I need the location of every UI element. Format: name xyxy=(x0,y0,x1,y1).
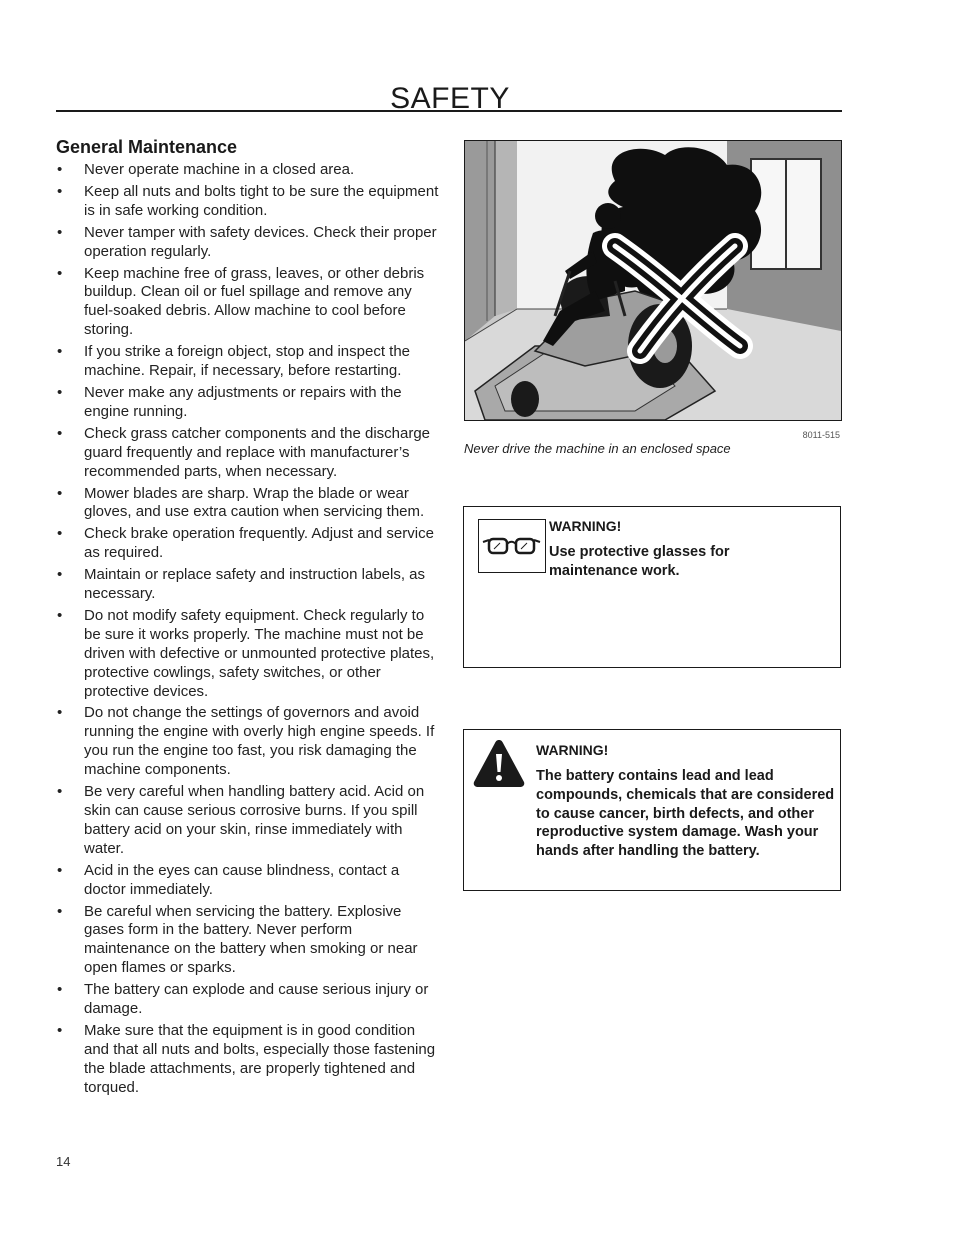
list-item: • Do not modify safety equipment. Check regularly to be sure it works properly. The machine must not be driven with defective or unmounted protective plates, protective cowlings, safety switches, or other protective devices. xyxy=(57,606,435,700)
list-item-text: Do not change the settings of governors and avoid running the engine with overly high engine speeds. If you run the engine too fast, you risk damaging the machine components. xyxy=(84,704,435,779)
list-item-text: Never operate machine in a closed area. xyxy=(84,161,355,178)
list-item: • Mower blades are sharp. Wrap the blade or wear gloves, and use extra caution when servicing them. xyxy=(57,484,425,521)
list-item-text: Check grass catcher components and the discharge guard frequently and replace with manufacturer’s recommended parts, when necessary. xyxy=(84,424,431,480)
list-item-text: Do not modify safety equipment. Check regularly to be sure it works properly. The machine must not be driven with defective or unmounted protective plates, protective cowlings, safety switches, or other protective devices. xyxy=(84,606,435,700)
list-item: • Never tamper with safety devices. Check their proper operation regularly. xyxy=(57,223,437,260)
list-item: • Keep all nuts and bolts tight to be sure the equipment is in safe working condition. xyxy=(57,182,439,219)
list-item-text: Acid in the eyes can cause blindness, contact a doctor immediately. xyxy=(84,861,400,898)
list-item: • Check brake operation frequently. Adjust and service as required. xyxy=(57,525,434,562)
page-title: SAFETY xyxy=(390,82,510,116)
figure-code: 8011-515 xyxy=(802,430,840,440)
list-item-text: Never make any adjustments or repairs with the engine running. xyxy=(84,383,402,420)
list-item-text: Keep all nuts and bolts tight to be sure the equipment is in safe working condition. xyxy=(84,182,439,219)
illustration-enclosed-space xyxy=(464,140,842,421)
list-item: • Be very careful when handling battery acid. Acid on skin can cause serious corrosive burns. If you spill battery acid on your skin, rinse immediately with water. xyxy=(57,783,425,857)
warning-text: Use protective glasses for maintenance work. xyxy=(549,544,730,579)
safety-glasses-icon xyxy=(478,519,546,573)
list-item: • Be careful when servicing the battery. Explosive gases form in the battery. Never perform maintenance on the battery when smoking or near open flames or sparks. xyxy=(57,902,418,977)
list-item-text: Mower blades are sharp. Wrap the blade or wear gloves, and use extra caution when servicing them. xyxy=(84,484,425,521)
list-item: • Check grass catcher components and the discharge guard frequently and replace with manufacturer’s recommended parts, when necessary. xyxy=(57,424,431,480)
warning-text: The battery contains lead and lead compounds, chemicals that are considered to cause cancer, birth defects, and other reproductive system damage. Wash your hands after handling the battery. xyxy=(536,768,835,860)
list-item-text: Make sure that the equipment is in good condition and that all nuts and bolts, especially those fastening the blade attachments, are properly tightened and torqued. xyxy=(84,1021,436,1096)
list-item: • Make sure that the equipment is in good condition and that all nuts and bolts, especially those fastening the blade attachments, are properly tightened and torqued. xyxy=(57,1021,436,1096)
list-item-text: Maintain or replace safety and instruction labels, as necessary. xyxy=(84,566,426,603)
list-item-text: The battery can explode and cause serious injury or damage. xyxy=(84,981,429,1018)
maintenance-list xyxy=(56,161,440,1101)
list-item-text: If you strike a foreign object, stop and inspect the machine. Repair, if necessary, before restarting. xyxy=(84,343,411,380)
list-item: • The battery can explode and cause serious injury or damage. xyxy=(57,981,429,1018)
list-item: • Never make any adjustments or repairs with the engine running. xyxy=(57,383,402,420)
list-item: • Maintain or replace safety and instruction labels, as necessary. xyxy=(57,566,426,603)
list-item: • Keep machine free of grass, leaves, or other debris buildup. Clean oil or fuel spillage and remove any fuel-soaked debris. Allow machine to cool before storing. xyxy=(57,264,425,339)
list-item-text: Keep machine free of grass, leaves, or other debris buildup. Clean oil or fuel spillage and remove any fuel-soaked debris. Allow machine to cool before storing. xyxy=(84,264,425,339)
list-item-text: Check brake operation frequently. Adjust and service as required. xyxy=(84,525,434,562)
warning-triangle-icon xyxy=(472,738,526,793)
warning-box-glasses xyxy=(463,506,841,668)
list-item-text: Be very careful when handling battery acid. Acid on skin can cause serious corrosive burns. If you spill battery acid on your skin, rinse immediately with water. xyxy=(84,783,425,857)
title-divider xyxy=(56,110,842,112)
list-item-text: Be careful when servicing the battery. Explosive gases form in the battery. Never perform maintenance on the battery when smoking or near open flames or sparks. xyxy=(84,902,418,977)
page-number: 14 xyxy=(56,1154,71,1169)
list-item-text: Never tamper with safety devices. Check their proper operation regularly. xyxy=(84,223,437,260)
list-item: • Do not change the settings of governors and avoid running the engine with overly high engine speeds. If you run the engine too fast, you risk damaging the machine components. xyxy=(57,704,435,779)
list-item: • Acid in the eyes can cause blindness, contact a doctor immediately. xyxy=(57,861,400,898)
rider-mower-icon xyxy=(465,141,841,420)
figure-caption: Never drive the machine in an enclosed space xyxy=(464,441,731,456)
warning-title: WARNING! xyxy=(536,742,609,758)
list-item: • Never operate machine in a closed area. xyxy=(57,161,355,178)
warning-title: WARNING! xyxy=(549,518,622,534)
list-item: • If you strike a foreign object, stop and inspect the machine. Repair, if necessary, before restarting. xyxy=(57,343,411,380)
warning-box-battery xyxy=(463,729,841,891)
section-heading: General Maintenance xyxy=(56,137,238,157)
